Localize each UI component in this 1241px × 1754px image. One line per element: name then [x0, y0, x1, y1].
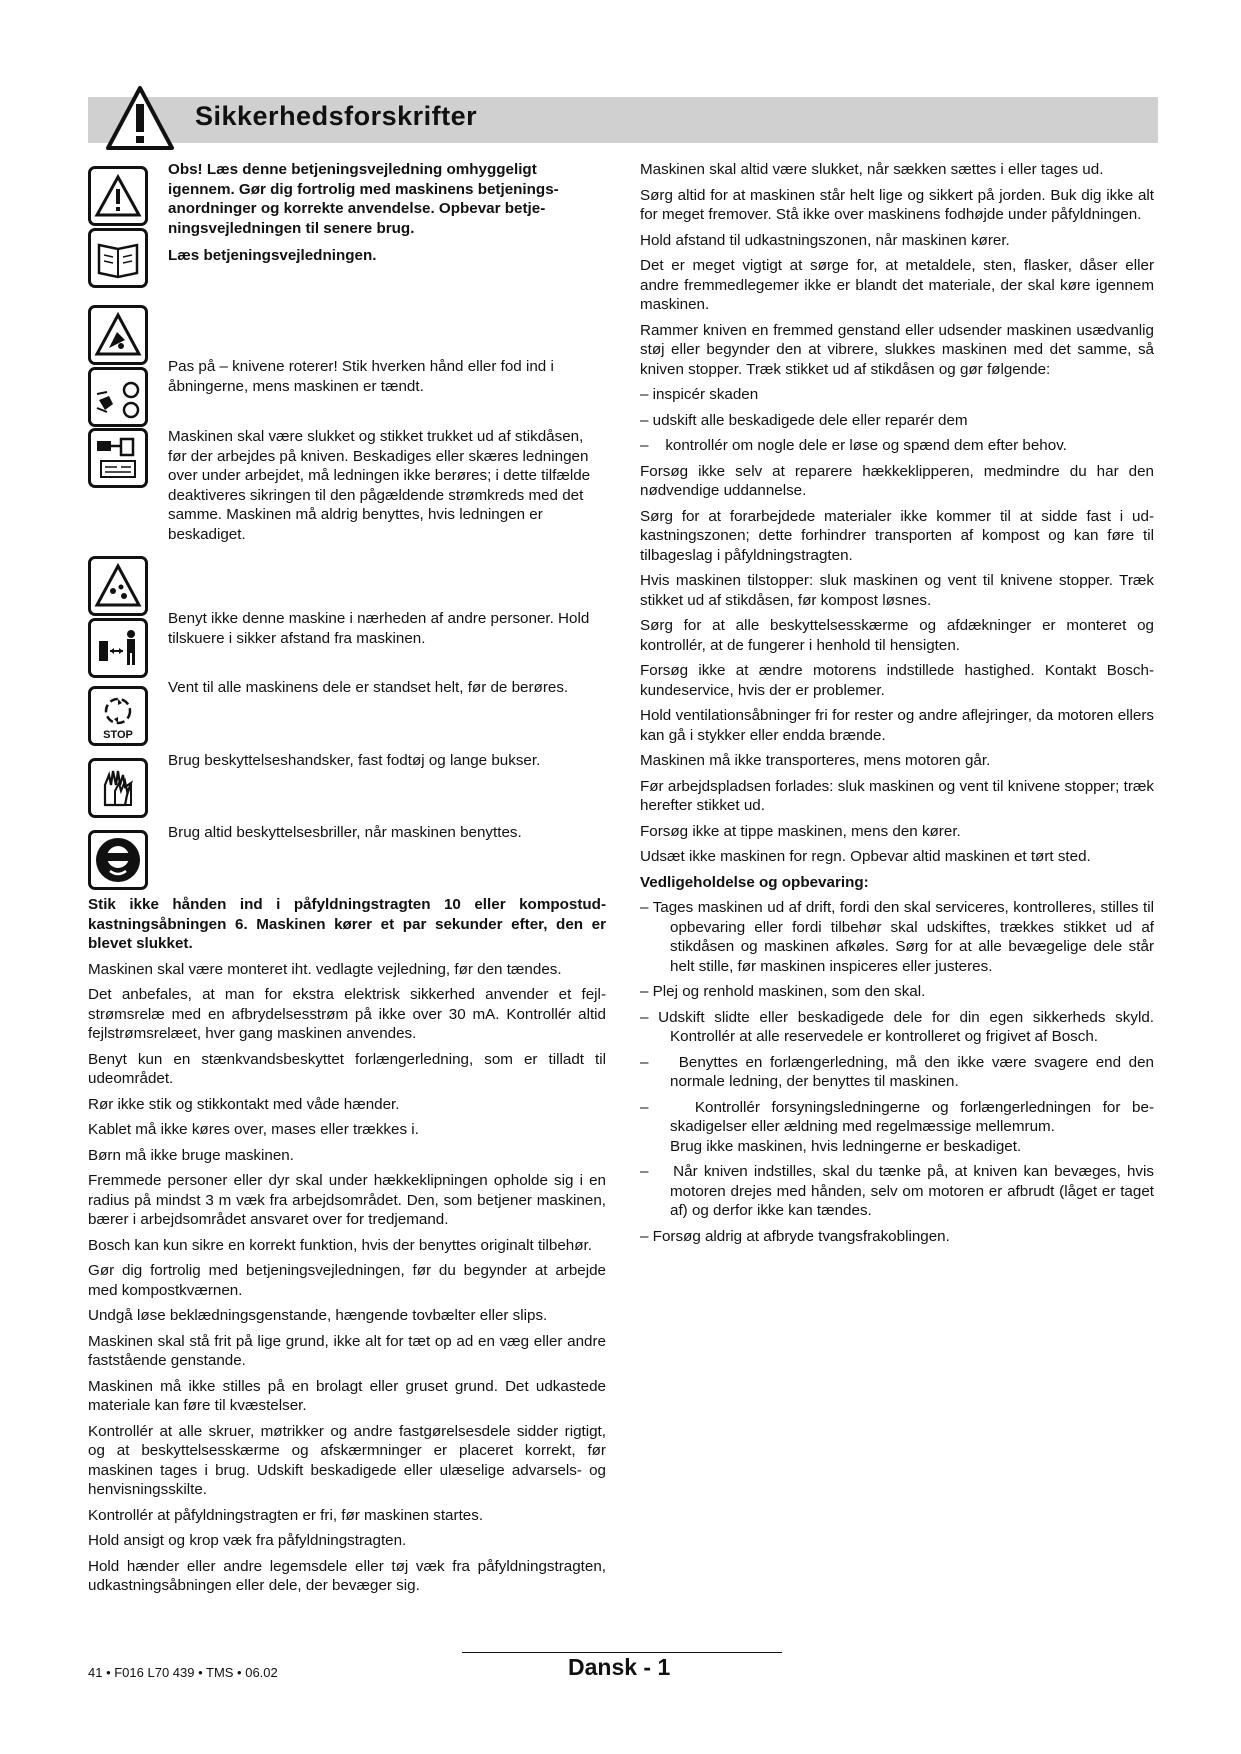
keep-bystanders-away-icon [88, 618, 148, 678]
paragraph: Sørg for at forarbejdede materialer ikke kommer til at sidde fast i udkastningszonen; dette forhindrer transporten af kompost og kan føre til tilbageslag i påfyldningstragten. [640, 507, 1154, 564]
paragraph: Maskinen må ikke transporteres, mens motoren går. [640, 752, 991, 769]
paragraph: Det anbefales, at man for ekstra elektrisk sikkerhed anvender et fejlstrømsrelæ med en afbrydelsesstrøm på ikke over 30 mA. Kontrollér altid fejlstrømsrelæet, hver gang maskinen anvendes. [88, 986, 606, 1042]
paragraph: Hold hænder eller andre legemsdele eller tøj væk fra påfyldningstragten, udkastningsåbningen eller dele, der bevæger sig. [88, 1557, 606, 1594]
paragraph: Benyt kun en stænkvandsbeskyttet forlængerledning, som er tilladt til udeområdet. [88, 1050, 606, 1087]
paragraph: Sørg altid for at maskinen står helt lige og sikkert på jorden. Buk dig ikke alt for meget fremover. Stå ikke over maskinens fodhøjde under påfyldningen. [640, 186, 1154, 223]
paragraph: Forsøg ikke at ændre motorens indstillede hastighed. Kontakt Boschkundeservice, hvis der er problemer. [640, 662, 1154, 699]
paragraph: Før arbejdspladsen forlades: sluk maskinen og vent til knivene stopper; træk herefter stikket ud. [640, 777, 1154, 814]
rotating-blade-warning-icon [88, 305, 148, 365]
list-item: – Benyttes en forlængerledning, må den ikke være svagere end den normale ledning, der benyttes til maskinen. [640, 1053, 1154, 1090]
stop-label: STOP [103, 729, 133, 741]
document-code: 41 • F016 L70 439 • TMS • 06.02 [88, 1665, 278, 1680]
paragraph: Hold ansigt og krop væk fra påfyldningstragten. [88, 1532, 407, 1549]
footer-rule [462, 1652, 782, 1653]
list-item: – udskift alle beskadigede dele eller reparér dem [640, 411, 968, 429]
paragraph: Maskinen skal altid være slukket, når sækken sættes i eller tages ud. [640, 161, 1104, 178]
paragraph: Rammer kniven en fremmed genstand eller udsender maskinen usædvanlig støj eller begynder den at vibrere, slukkes maskinen med det samme, så kniven stopper. Træk stikket ud af stikdåsen og gør følgende: [640, 321, 1154, 378]
paragraph: Hold afstand til udkastningszonen, når maskinen kører. [640, 231, 1010, 249]
list-item: – Når kniven indstilles, skal du tænke på, at kniven kan bevæges, hvis motoren drejes med hånden, selv om motoren er afbrudt (låget er taget af) og derfor ikke kan tændes. [640, 1163, 1154, 1219]
paragraph: Forsøg ikke selv at reparere hækkeklipperen, medmindre du har den nødvendige uddannelse. [640, 462, 1154, 499]
paragraph: Børn må ikke bruge maskinen. [88, 1146, 294, 1164]
paragraph: Hold ventilationsåbninger fri for rester og andre aflejringer, da motoren ellers kan gå i stykker eller endda brænde. [640, 707, 1154, 744]
unplug-before-maintenance-icon [88, 428, 148, 488]
paragraph: Sørg for at alle beskyttelsesskærme og afdækninger er monteret og kontrollér, at de fungerer i henhold til hensigten. [640, 617, 1154, 654]
list-item: – Plej og renhold maskinen, som den skal. [640, 983, 926, 1000]
read-manual-icon [88, 228, 148, 288]
right-column [640, 160, 1154, 1252]
thrown-objects-warning-icon [88, 556, 148, 616]
paragraph: Hvis maskinen tilstopper: sluk maskinen og vent til knivene stopper. Træk stikket ud af stikdåsen, før kompost løsnes. [640, 572, 1154, 609]
list-item: – Udskift slidte eller beskadigede dele for din egen sikkerheds skyld. Kontrollér at alle reservedele er kontrolleret og frigivet af Bosch. [640, 1008, 1154, 1045]
hand-hazard-icon [88, 367, 148, 427]
paragraph: Udsæt ikke maskinen for regn. Opbevar altid maskinen et tørt sted. [640, 848, 1091, 865]
left-column [88, 895, 606, 1602]
list-item: – Tages maskinen ud af drift, fordi den skal serviceres, kontrolleres, stilles til opbevaring eller fordi tilbehør skal udskiftes, trækkes stikket ud af stikdåsen og maskinen afkøles. Sørg for at alle bevægelige dele står helt stille, før maskinen inspiceres eller justeres. [640, 899, 1154, 975]
wait-stop-text: Vent til alle maskinens dele er standset helt, før de berøres. [168, 679, 569, 696]
paragraph: Kablet må ikke køres over, mases eller trækkes i. [88, 1121, 419, 1138]
paragraph: Det er meget vigtigt at sørge for, at metaldele, sten, flasker, dåser eller andre fremmedlegemer ikke er blandt det materiale, der skal køre igennem maskinen. [640, 257, 1154, 313]
paragraph: Fremmede personer eller dyr skal under hækkeklipningen opholde sig i en radius på mindst 3 m væk fra arbejdsområdet. Den, som betjener maskinen, bærer i arbejdsområdet ansvaret over for tredjemand. [88, 1172, 606, 1228]
list-item: – inspicér skaden [640, 386, 759, 403]
protective-gloves-icon [88, 758, 148, 818]
list-item: – Forsøg aldrig at afbryde tvangsfrakoblingen. [640, 1227, 950, 1245]
page-title: Sikkerhedsforskrifter [195, 101, 478, 131]
paragraph: Maskinen må ikke stilles på en brolagt eller gruset grund. Det udkastede materiale kan føre til kvæstelser. [88, 1377, 606, 1414]
paragraph: Kontrollér at alle skruer, møtrikker og andre fastgørelsesdele sidder rigtigt, og at beskyttelsesskærme og afskærmninger er placeret korrekt, før maskinen tages i brug. Udskift beskadigede eller ulæselige advarsels- og henvisningsskilte. [88, 1422, 606, 1498]
page-number: Dansk - 1 [568, 1654, 671, 1680]
paragraph: Rør ikke stik og stikkontakt med våde hænder. [88, 1095, 400, 1113]
gloves-text: Brug beskyttelseshandsker, fast fodtøj og lange bukser. [168, 752, 541, 769]
wait-stop-icon [88, 686, 148, 746]
paragraph: Maskinen skal være monteret iht. vedlagte vejledning, før den tændes. [88, 960, 562, 978]
safety-goggles-icon [88, 830, 148, 890]
intro-warning-text: Obs! Læs denne betjeningsvejledning omhyggeligt igennem. Gør dig fortrolig med maskinens betjeningsanordninger og korrekte anvendelse. Opbevar betjeningsvejledningen til senere brug. [168, 161, 559, 237]
goggles-text: Brug altid beskyttelsesbriller, når maskinen benyttes. [168, 824, 522, 841]
paragraph: Undgå løse beklædningsgenstande, hængende tovbælter eller slips. [88, 1307, 548, 1324]
paragraph: Kontrollér at påfyldningstragten er fri, før maskinen startes. [88, 1506, 484, 1524]
read-manual-text: Læs betjeningsvejledningen. [168, 247, 377, 264]
list-item: – Kontrollér forsyningsledningerne og forlængerledningen for beskadigelser eller ældning med regelmæssige mellemrum. [640, 1098, 1154, 1135]
rotating-blades-text: Pas på – knivene roterer! Stik hverken hånd eller fod ind i åbningerne, mens maskinen er tændt. [168, 358, 554, 395]
bystanders-text: Benyt ikke denne maskine i nærheden af andre personer. Hold tilskuere i sikker afstand fra maskinen. [168, 610, 590, 647]
warning-sign-icon [88, 166, 148, 226]
paragraph: Maskinen skal stå frit på lige grund, ikke alt for tæt op ad en væg eller andre faststående genstande. [88, 1332, 606, 1369]
paragraph: Gør dig fortrolig med betjeningsvejledningen, før du begynder at arbejde med kompostkværnen. [88, 1262, 606, 1299]
list-item: – kontrollér om nogle dele er løse og spænd dem efter behov. [640, 437, 1067, 454]
hopper-warning: Stik ikke hånden ind i påfyldningstragten 10 eller kompostudkastningsåbningen 6. Maskinen kører et par sekunder efter, den er blevet slukket. [88, 896, 606, 952]
paragraph: Bosch kan kun sikre en korrekt funktion, hvis der benyttes originalt tilbehør. [88, 1236, 592, 1254]
unplug-text: Maskinen skal være slukket og stikket trukket ud af stikdåsen, før der arbejdes på kniven. Beskadiges eller skæres ledningen over under arbejdet, må ledningen ikke berøres; i dette tilfælde deaktiveres sikringen til den pågældende strømkreds med det samme. Maskinen må aldrig benyttes, hvis ledningen er beskadiget. [168, 428, 591, 543]
list-item-continuation: Brug ikke maskinen, hvis ledningerne er beskadiget. [670, 1137, 1022, 1155]
paragraph: Forsøg ikke at tippe maskinen, mens den kører. [640, 822, 961, 840]
warning-triangle-icon [104, 84, 176, 152]
maintenance-heading: Vedligeholdelse og opbevaring: [640, 873, 869, 891]
